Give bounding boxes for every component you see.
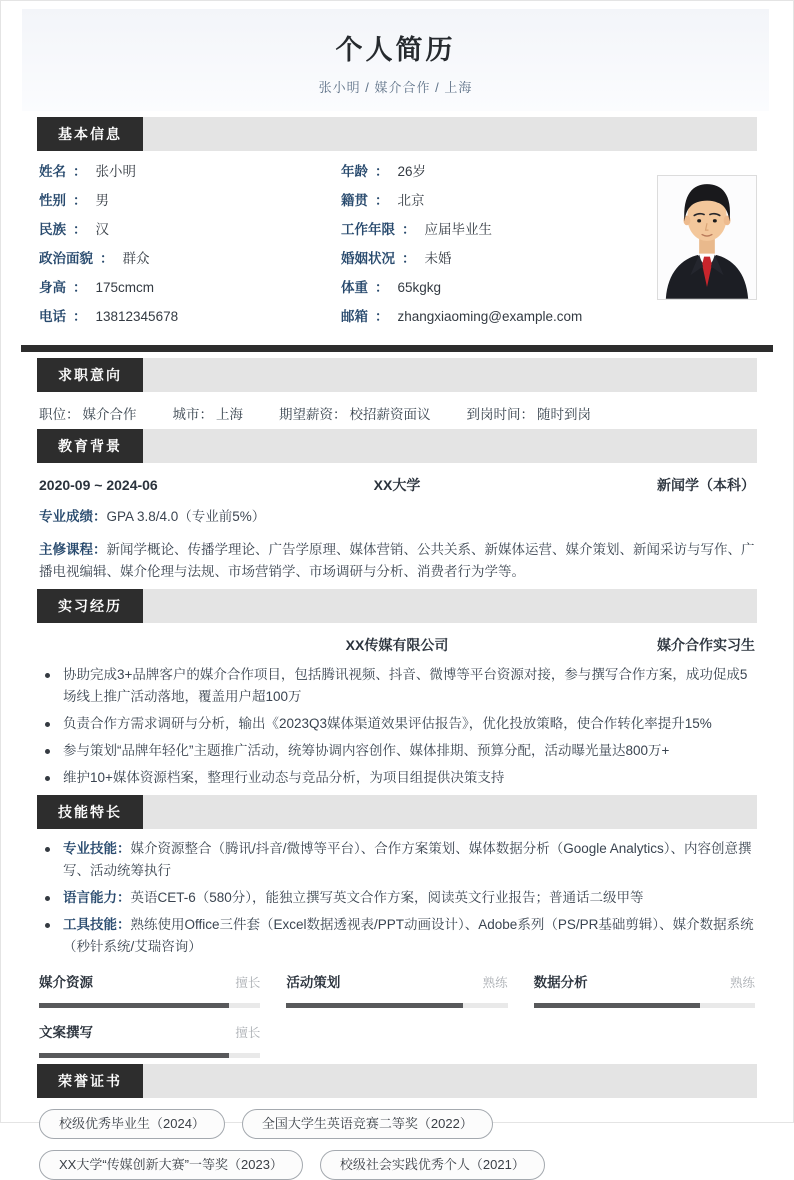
- colon: ：: [100, 251, 114, 266]
- field-value: 13812345678: [95, 309, 179, 324]
- field-name: [39, 162, 341, 182]
- bullet-text: [63, 838, 755, 882]
- skill-bar-copywriting: [39, 1021, 260, 1058]
- bullet-icon: [45, 923, 50, 928]
- honor-badge-list: [39, 1109, 755, 1180]
- list-item: [39, 664, 755, 708]
- field-label: 电话: [39, 309, 66, 324]
- intent-availability: [467, 403, 592, 423]
- skill-bar-name: 活动策划: [286, 975, 341, 990]
- colon: ：: [375, 164, 389, 179]
- job-intent-row: [39, 403, 755, 423]
- field-value: 应届毕业生: [424, 222, 492, 237]
- field-value: 北京: [397, 193, 425, 208]
- field-label: 年龄: [341, 164, 368, 179]
- section-header-job-intent: [37, 358, 757, 392]
- skill-bar-level: 熟练: [729, 976, 755, 990]
- intent-value: 校招薪资面议: [349, 407, 431, 422]
- field-native-place: [341, 191, 657, 211]
- progress-track: [534, 1003, 755, 1008]
- bullet-text: 协助完成3+品牌客户的媒介合作项目，包括腾讯视频、抖音、微博等平台资源对接，参与撰写合作方案，成功促成5场线上推广活动落地，覆盖用户超100万: [63, 667, 748, 704]
- skill-bar-data-analysis: [534, 971, 755, 1008]
- colon: ：: [375, 309, 389, 324]
- field-marital-status: [341, 249, 657, 269]
- colon: ：: [199, 407, 213, 422]
- colon: ：: [73, 193, 87, 208]
- section-title-education: 教育背景: [37, 429, 143, 463]
- section-header-internship: [37, 589, 757, 623]
- education-courses-line: [39, 539, 755, 583]
- field-label: 工作年限: [341, 222, 395, 237]
- education-gpa-line: [39, 506, 755, 528]
- field-phone: [39, 307, 341, 327]
- basic-info-grid: [39, 162, 757, 336]
- colon: ：: [402, 222, 416, 237]
- field-value: zhangxiaoming@example.com: [397, 309, 583, 324]
- progress-fill: [39, 1053, 229, 1058]
- profile-photo-illustration: [658, 176, 756, 299]
- field-label: 婚姻状况: [341, 251, 395, 266]
- section-title-job-intent: 求职意向: [37, 358, 143, 392]
- field-value: 65kgkg: [397, 280, 442, 295]
- field-value: 未婚: [424, 251, 452, 266]
- page-title: 个人简历: [335, 35, 456, 65]
- field-ethnicity: [39, 220, 341, 240]
- section-bar: [143, 358, 757, 392]
- field-label: 性别: [39, 193, 66, 208]
- bullet-icon: [45, 776, 50, 781]
- field-label: 邮箱: [341, 309, 368, 324]
- field-value: 张小明: [95, 164, 136, 179]
- progress-fill: [286, 1003, 463, 1008]
- list-item: [39, 740, 755, 762]
- intent-label: 期望薪资: [279, 407, 333, 422]
- profile-photo: [657, 175, 757, 300]
- honor-badge: 校级社会实践优秀个人（2021）: [320, 1150, 545, 1180]
- skill-bar-name: 数据分析: [533, 975, 588, 990]
- list-item: [39, 838, 755, 882]
- education-school: XX大学: [373, 477, 421, 493]
- internship-role: 媒介合作实习生: [657, 637, 755, 653]
- skill-category-text: 熟练使用Office三件套（Excel数据透视表/PPT动画设计）、Adobe系列（PS/PR基础剪辑）、媒介数据系统（秒针系统/艾瑞咨询）: [63, 917, 754, 954]
- skills-bullet-list: [39, 838, 755, 958]
- section-bar: [143, 795, 757, 829]
- field-label: 姓名: [39, 164, 66, 179]
- internship-summary-row: [39, 635, 755, 655]
- honor-badge: XX大学“传媒创新大赛”一等奖（2023）: [39, 1150, 303, 1180]
- colon: ：: [375, 193, 389, 208]
- skill-category-label: 专业技能: [63, 841, 117, 856]
- section-title-basic-info: 基本信息: [37, 117, 143, 151]
- field-value: 175cmcm: [95, 280, 155, 295]
- honor-badge: 全国大学生英语竞赛二等奖（2022）: [242, 1109, 493, 1139]
- colon: ：: [73, 164, 87, 179]
- skill-bar-level: 熟练: [482, 976, 508, 990]
- section-divider-bar: [21, 345, 773, 352]
- field-age: [341, 162, 657, 182]
- progress-track: [286, 1003, 507, 1008]
- skill-bar-media-resources: [39, 971, 260, 1008]
- bullet-icon: [45, 673, 50, 678]
- bullet-text: [63, 887, 644, 909]
- field-label: 政治面貌: [39, 251, 93, 266]
- list-item: [39, 713, 755, 735]
- skill-bar-event-planning: [286, 971, 507, 1008]
- field-height: [39, 278, 341, 298]
- courses-label: 主修课程: [39, 542, 93, 557]
- list-item: [39, 887, 755, 909]
- skill-bar-level: 擅长: [235, 1026, 261, 1040]
- field-weight: [341, 278, 657, 298]
- skill-category-label: 工具技能: [63, 917, 117, 932]
- section-header-skills: [37, 795, 757, 829]
- field-gender: [39, 191, 341, 211]
- gpa-value: GPA 3.8/4.0（专业前5%）: [106, 509, 266, 524]
- bullet-icon: [45, 749, 50, 754]
- field-value: 汉: [95, 222, 109, 237]
- colon: ：: [66, 407, 80, 422]
- skill-bar-name: 媒介资源: [39, 975, 93, 990]
- field-email: [341, 307, 657, 327]
- colon: ：: [117, 890, 131, 905]
- section-title-honors: 荣誉证书: [37, 1064, 143, 1098]
- skill-category-text: 媒介资源整合（腾讯/抖音/微博等平台）、合作方案策划、媒体数据分析（Google Analytics）、内容创意撰写、活动统筹执行: [63, 841, 752, 878]
- field-political-status: [39, 249, 341, 269]
- section-title-internship: 实习经历: [37, 589, 143, 623]
- section-bar: [143, 1064, 757, 1098]
- honor-badge: 校级优秀毕业生（2024）: [39, 1109, 225, 1139]
- intent-label: 职位: [39, 407, 66, 422]
- colon: ：: [520, 407, 534, 422]
- section-title-skills: 技能特长: [37, 795, 143, 829]
- colon: ：: [73, 222, 87, 237]
- skill-bars-grid: [39, 971, 755, 1058]
- education-degree: 新闻学（本科）: [657, 477, 755, 493]
- field-label: 体重: [341, 280, 368, 295]
- field-value: 26岁: [397, 164, 427, 179]
- skill-bar-level: 擅长: [235, 976, 261, 990]
- field-value: 群众: [122, 251, 150, 266]
- education-period: 2020-09 ~ 2024-06: [39, 477, 158, 493]
- list-item: [39, 914, 755, 958]
- section-bar: [143, 429, 757, 463]
- colon: ：: [73, 309, 87, 324]
- field-label: 籍贯: [341, 193, 368, 208]
- internship-bullet-list: [39, 664, 755, 789]
- internship-company: XX传媒有限公司: [345, 637, 449, 653]
- progress-track: [39, 1003, 260, 1008]
- bullet-icon: [45, 847, 50, 852]
- list-item: [39, 767, 755, 789]
- intent-salary: [279, 403, 431, 423]
- bullet-icon: [45, 896, 50, 901]
- progress-fill: [39, 1003, 229, 1008]
- resume-subtitle: 张小明 / 媒介合作 / 上海: [318, 80, 473, 95]
- colon: ：: [73, 280, 87, 295]
- education-summary-row: [39, 475, 755, 495]
- bullet-icon: [45, 722, 50, 727]
- colon: ：: [402, 251, 416, 266]
- bullet-text: [63, 914, 755, 958]
- basic-info-left-column: [39, 162, 341, 336]
- colon: ：: [117, 917, 131, 932]
- intent-value: 上海: [216, 407, 243, 422]
- skill-category-label: 语言能力: [63, 890, 117, 905]
- basic-info-right-column: [341, 162, 657, 336]
- section-header-honors: [37, 1064, 757, 1098]
- colon: ：: [93, 542, 107, 557]
- courses-value: 新闻学概论、传播学理论、广告学原理、媒体营销、公共关系、新媒体运营、媒介策划、新闻采访与写作、广播电视编辑、媒介伦理与法规、市场营销学、市场调研与分析、消费者行为学等。: [39, 542, 755, 579]
- bullet-text: 维护10+媒体资源档案，整理行业动态与竞品分析，为项目组提供决策支持: [63, 770, 505, 785]
- colon: ：: [375, 280, 389, 295]
- progress-track: [39, 1053, 260, 1058]
- bullet-text: 负责合作方需求调研与分析，输出《2023Q3媒体渠道效果评估报告》，优化投放策略，使合作转化率提升15%: [63, 716, 712, 731]
- progress-fill: [534, 1003, 700, 1008]
- field-work-years: [341, 220, 657, 240]
- intent-value: 媒介合作: [82, 407, 137, 422]
- field-value: 男: [95, 193, 109, 208]
- bullet-text: 参与策划“品牌年轻化”主题推广活动，统筹协调内容创作、媒体排期、预算分配，活动曝光量达800万+: [63, 743, 670, 758]
- section-bar: [143, 589, 757, 623]
- colon: ：: [117, 841, 131, 856]
- gpa-label: 专业成绩: [39, 509, 93, 524]
- colon: ：: [333, 407, 347, 422]
- skill-bar-name: 文案撰写: [39, 1025, 93, 1040]
- resume-header: [22, 9, 769, 111]
- section-bar: [143, 117, 757, 151]
- intent-label: 到岗时间: [466, 407, 521, 422]
- skill-category-text: 英语CET-6（580分），能独立撰写英文合作方案，阅读英文行业报告；普通话二级甲等: [130, 890, 644, 905]
- section-header-education: [37, 429, 757, 463]
- intent-position: [39, 403, 137, 423]
- field-label: 身高: [39, 280, 66, 295]
- field-label: 民族: [39, 222, 66, 237]
- section-header-basic-info: [37, 117, 757, 151]
- intent-value: 随时到岗: [537, 407, 591, 422]
- intent-city: [173, 403, 244, 423]
- intent-label: 城市: [172, 407, 200, 422]
- colon: ：: [93, 509, 107, 524]
